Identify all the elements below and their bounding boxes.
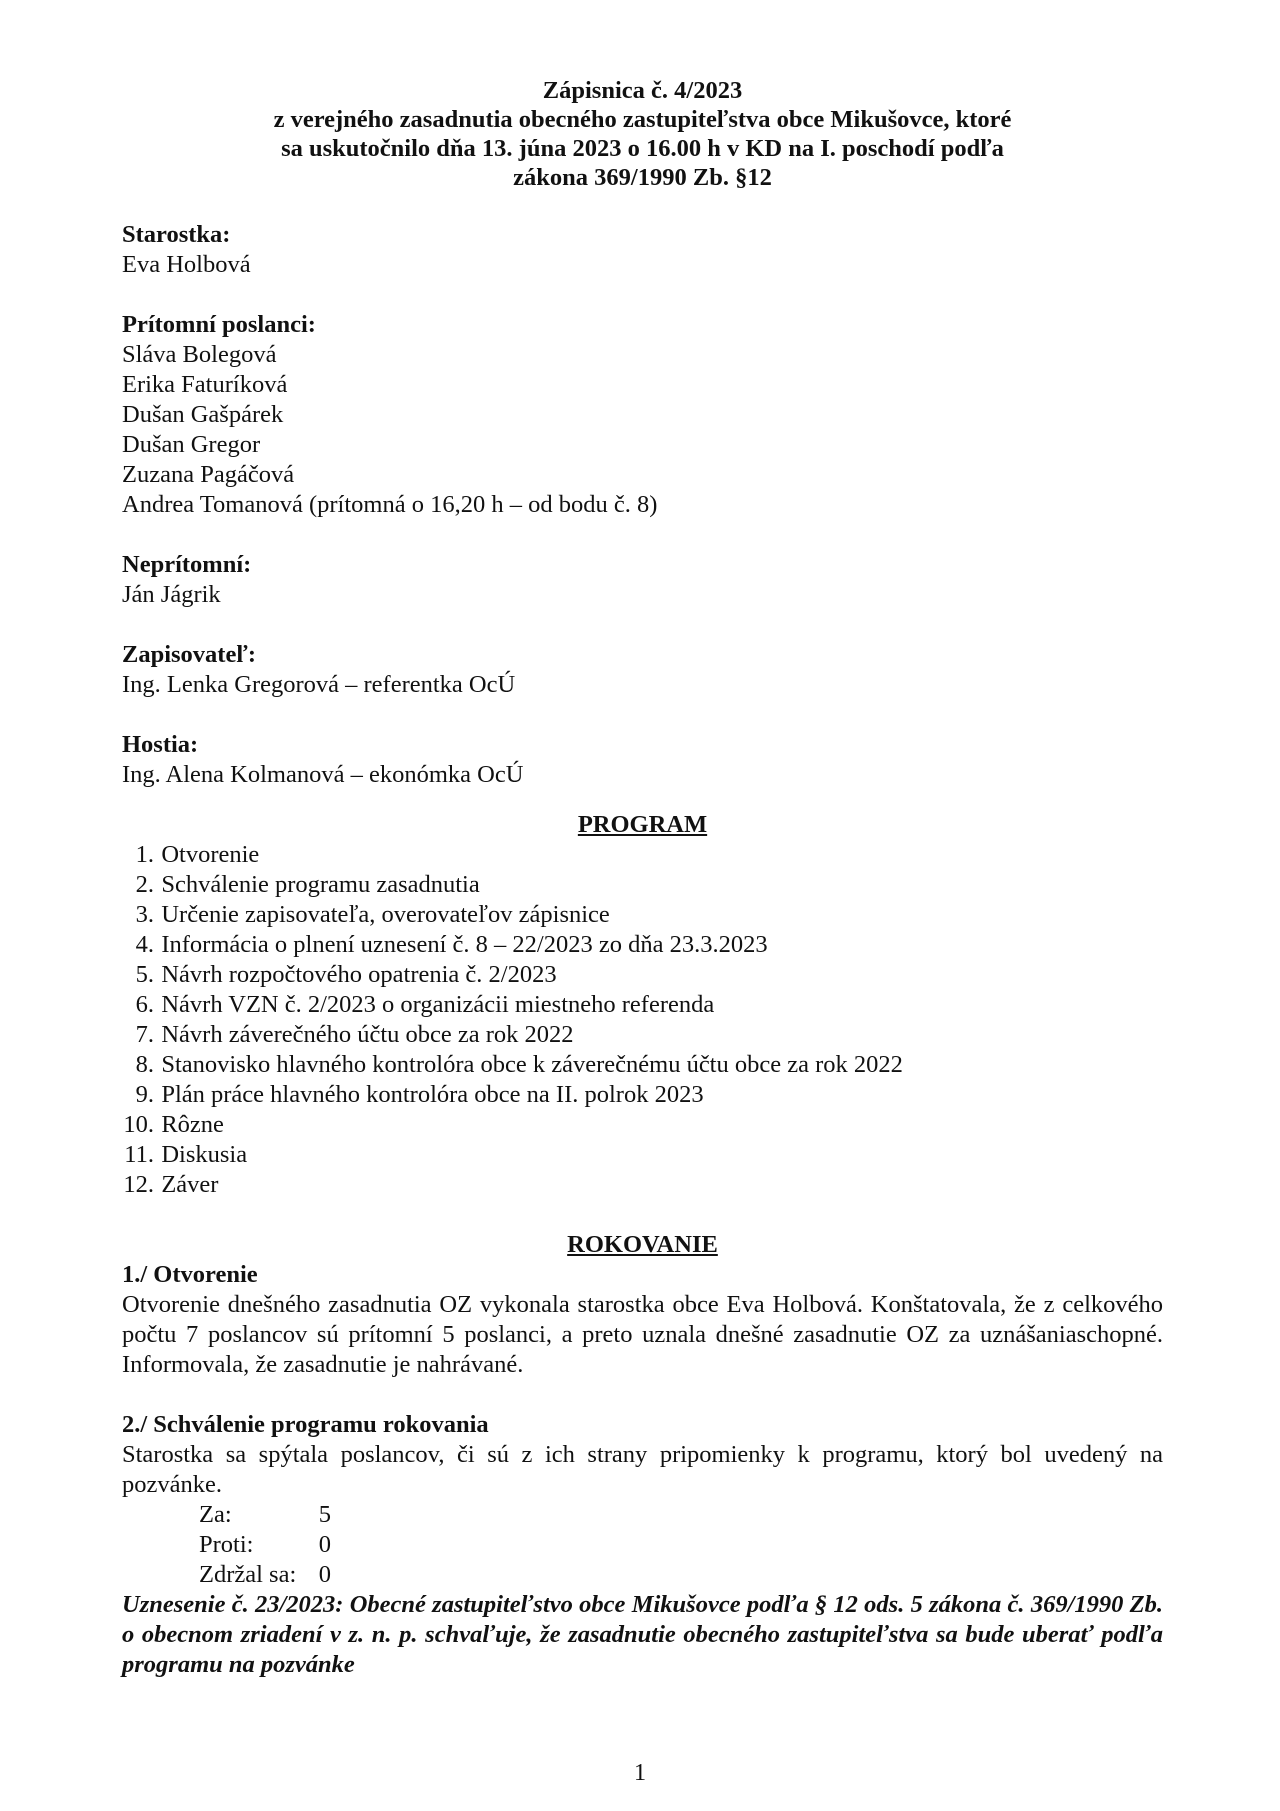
program-item-text: Plán práce hlavného kontrolóra obce na II. polrok 2023 [161, 1081, 704, 1108]
program-item-number: 10. [123, 1111, 154, 1138]
guests-section [122, 730, 1163, 790]
starostka-section [122, 220, 1163, 280]
program-item [122, 1050, 1163, 1080]
program-item-number: 4. [135, 931, 154, 958]
program-item [122, 1140, 1163, 1170]
present-members-label: Prítomní poslanci: [122, 311, 316, 338]
program-item [122, 870, 1163, 900]
member-name: Dušan Gregor [122, 431, 261, 458]
program-item-text: Záver [161, 1171, 219, 1198]
member-name: Erika Faturíková [122, 371, 288, 398]
program-list [122, 840, 1163, 1200]
present-members-section [122, 310, 1163, 520]
page-number: 1 [633, 1759, 647, 1786]
program-item-text: Diskusia [161, 1141, 248, 1168]
program-item-text: Otvorenie [161, 841, 260, 868]
vote-label: Proti: [199, 1531, 254, 1558]
vote-row-against [199, 1530, 1163, 1560]
member-name: Dušan Gašpárek [122, 401, 284, 428]
program-item-number: 1. [135, 841, 154, 868]
recorder-name: Ing. Lenka Gregorová – referentka OcÚ [122, 671, 516, 698]
program-item-text: Stanovisko hlavného kontrolóra obce k záverečnému účtu obce za rok 2022 [161, 1051, 903, 1078]
title-line: Zápisnica č. 4/2023 [542, 77, 743, 104]
starostka-label: Starostka: [122, 221, 231, 248]
program-item-number: 3. [135, 901, 154, 928]
program-item [122, 1020, 1163, 1050]
point-1-heading: 1./ Otvorenie [122, 1261, 258, 1288]
program-item-text: Schválenie programu zasadnutia [161, 871, 480, 898]
guests-label: Hostia: [122, 731, 199, 758]
vote-value: 0 [318, 1561, 331, 1588]
program-item-text: Určenie zapisovateľa, overovateľov zápisnice [161, 901, 610, 928]
program-item-number: 5. [135, 961, 154, 988]
program-item-text: Informácia o plnení uznesení č. 8 – 22/2023 zo dňa 23.3.2023 [161, 931, 768, 958]
recorder-label: Zapisovateľ: [122, 641, 256, 668]
guest-name: Ing. Alena Kolmanová – ekonómka OcÚ [122, 761, 524, 788]
program-item [122, 840, 1163, 870]
program-item-number: 8. [135, 1051, 154, 1078]
program-item-number: 2. [135, 871, 154, 898]
program-item-text: Návrh rozpočtového opatrenia č. 2/2023 [161, 961, 557, 988]
program-item-number: 9. [135, 1081, 154, 1108]
program-item [122, 930, 1163, 960]
title-line: z verejného zasadnutia obecného zastupiteľstva obce Mikušovce, ktoré [273, 106, 1012, 133]
program-item-text: Rôzne [161, 1111, 224, 1138]
vote-label: Zdržal sa: [199, 1561, 297, 1588]
program-item [122, 1110, 1163, 1140]
program-item [122, 990, 1163, 1020]
program-item-text: Návrh VZN č. 2/2023 o organizácii miestneho referenda [161, 991, 715, 1018]
member-name: Sláva Bolegová [122, 341, 277, 368]
resolution-text: Uznesenie č. 23/2023: Obecné zastupiteľstvo obce Mikušovce podľa § 12 ods. 5 zákona č. 369/1990 Zb. o obecnom zriadení v z. n. p. schvaľuje, že zasadnutie obecného zastupiteľstva sa bude uberať podľa programu na pozvánke [122, 1591, 1163, 1678]
point-1-section [122, 1260, 1163, 1380]
starostka-name: Eva Holbová [122, 251, 251, 278]
vote-row-for [199, 1500, 1163, 1530]
program-item [122, 960, 1163, 990]
vote-label: Za: [199, 1501, 232, 1528]
program-item-number: 11. [124, 1141, 154, 1168]
program-item [122, 1080, 1163, 1110]
member-name: Andrea Tomanová (prítomná o 16,20 h – od bodu č. 8) [122, 491, 658, 518]
absent-section [122, 550, 1163, 610]
member-name: Zuzana Pagáčová [122, 461, 295, 488]
program-item-number: 7. [135, 1021, 154, 1048]
program-item-number: 12. [123, 1171, 154, 1198]
absent-label: Neprítomní: [122, 551, 252, 578]
recorder-section [122, 640, 1163, 700]
vote-value: 0 [318, 1531, 331, 1558]
absent-name: Ján Jágrik [122, 581, 221, 608]
point-1-text: Otvorenie dnešného zasadnutia OZ vykonala starostka obce Eva Holbová. Konštatovala, že z celkového počtu 7 poslancov sú prítomní 5 poslanci, a preto uznala dnešné zasadnutie OZ za uznášaniaschopné. Informovala, že zasadnutie je nahrávané. [122, 1291, 1163, 1378]
program-item [122, 900, 1163, 930]
program-item [122, 1170, 1163, 1200]
vote-row-abstain [199, 1560, 1163, 1590]
rokovanie-heading: ROKOVANIE [567, 1231, 718, 1258]
title-line: sa uskutočnilo dňa 13. júna 2023 o 16.00 h v KD na I. poschodí podľa [281, 135, 1004, 162]
point-2-heading: 2./ Schválenie programu rokovania [122, 1411, 489, 1438]
point-2-section [122, 1410, 1163, 1680]
vote-table [199, 1500, 1163, 1590]
program-heading: PROGRAM [577, 811, 708, 838]
vote-value: 5 [318, 1501, 331, 1528]
title-line: zákona 369/1990 Zb. §12 [513, 164, 772, 191]
program-item-number: 6. [135, 991, 154, 1018]
document-title [122, 76, 1163, 192]
program-item-text: Návrh záverečného účtu obce za rok 2022 [161, 1021, 574, 1048]
point-2-text: Starostka sa spýtala poslancov, či sú z ich strany pripomienky k programu, ktorý bol uvedený na pozvánke. [122, 1441, 1163, 1498]
